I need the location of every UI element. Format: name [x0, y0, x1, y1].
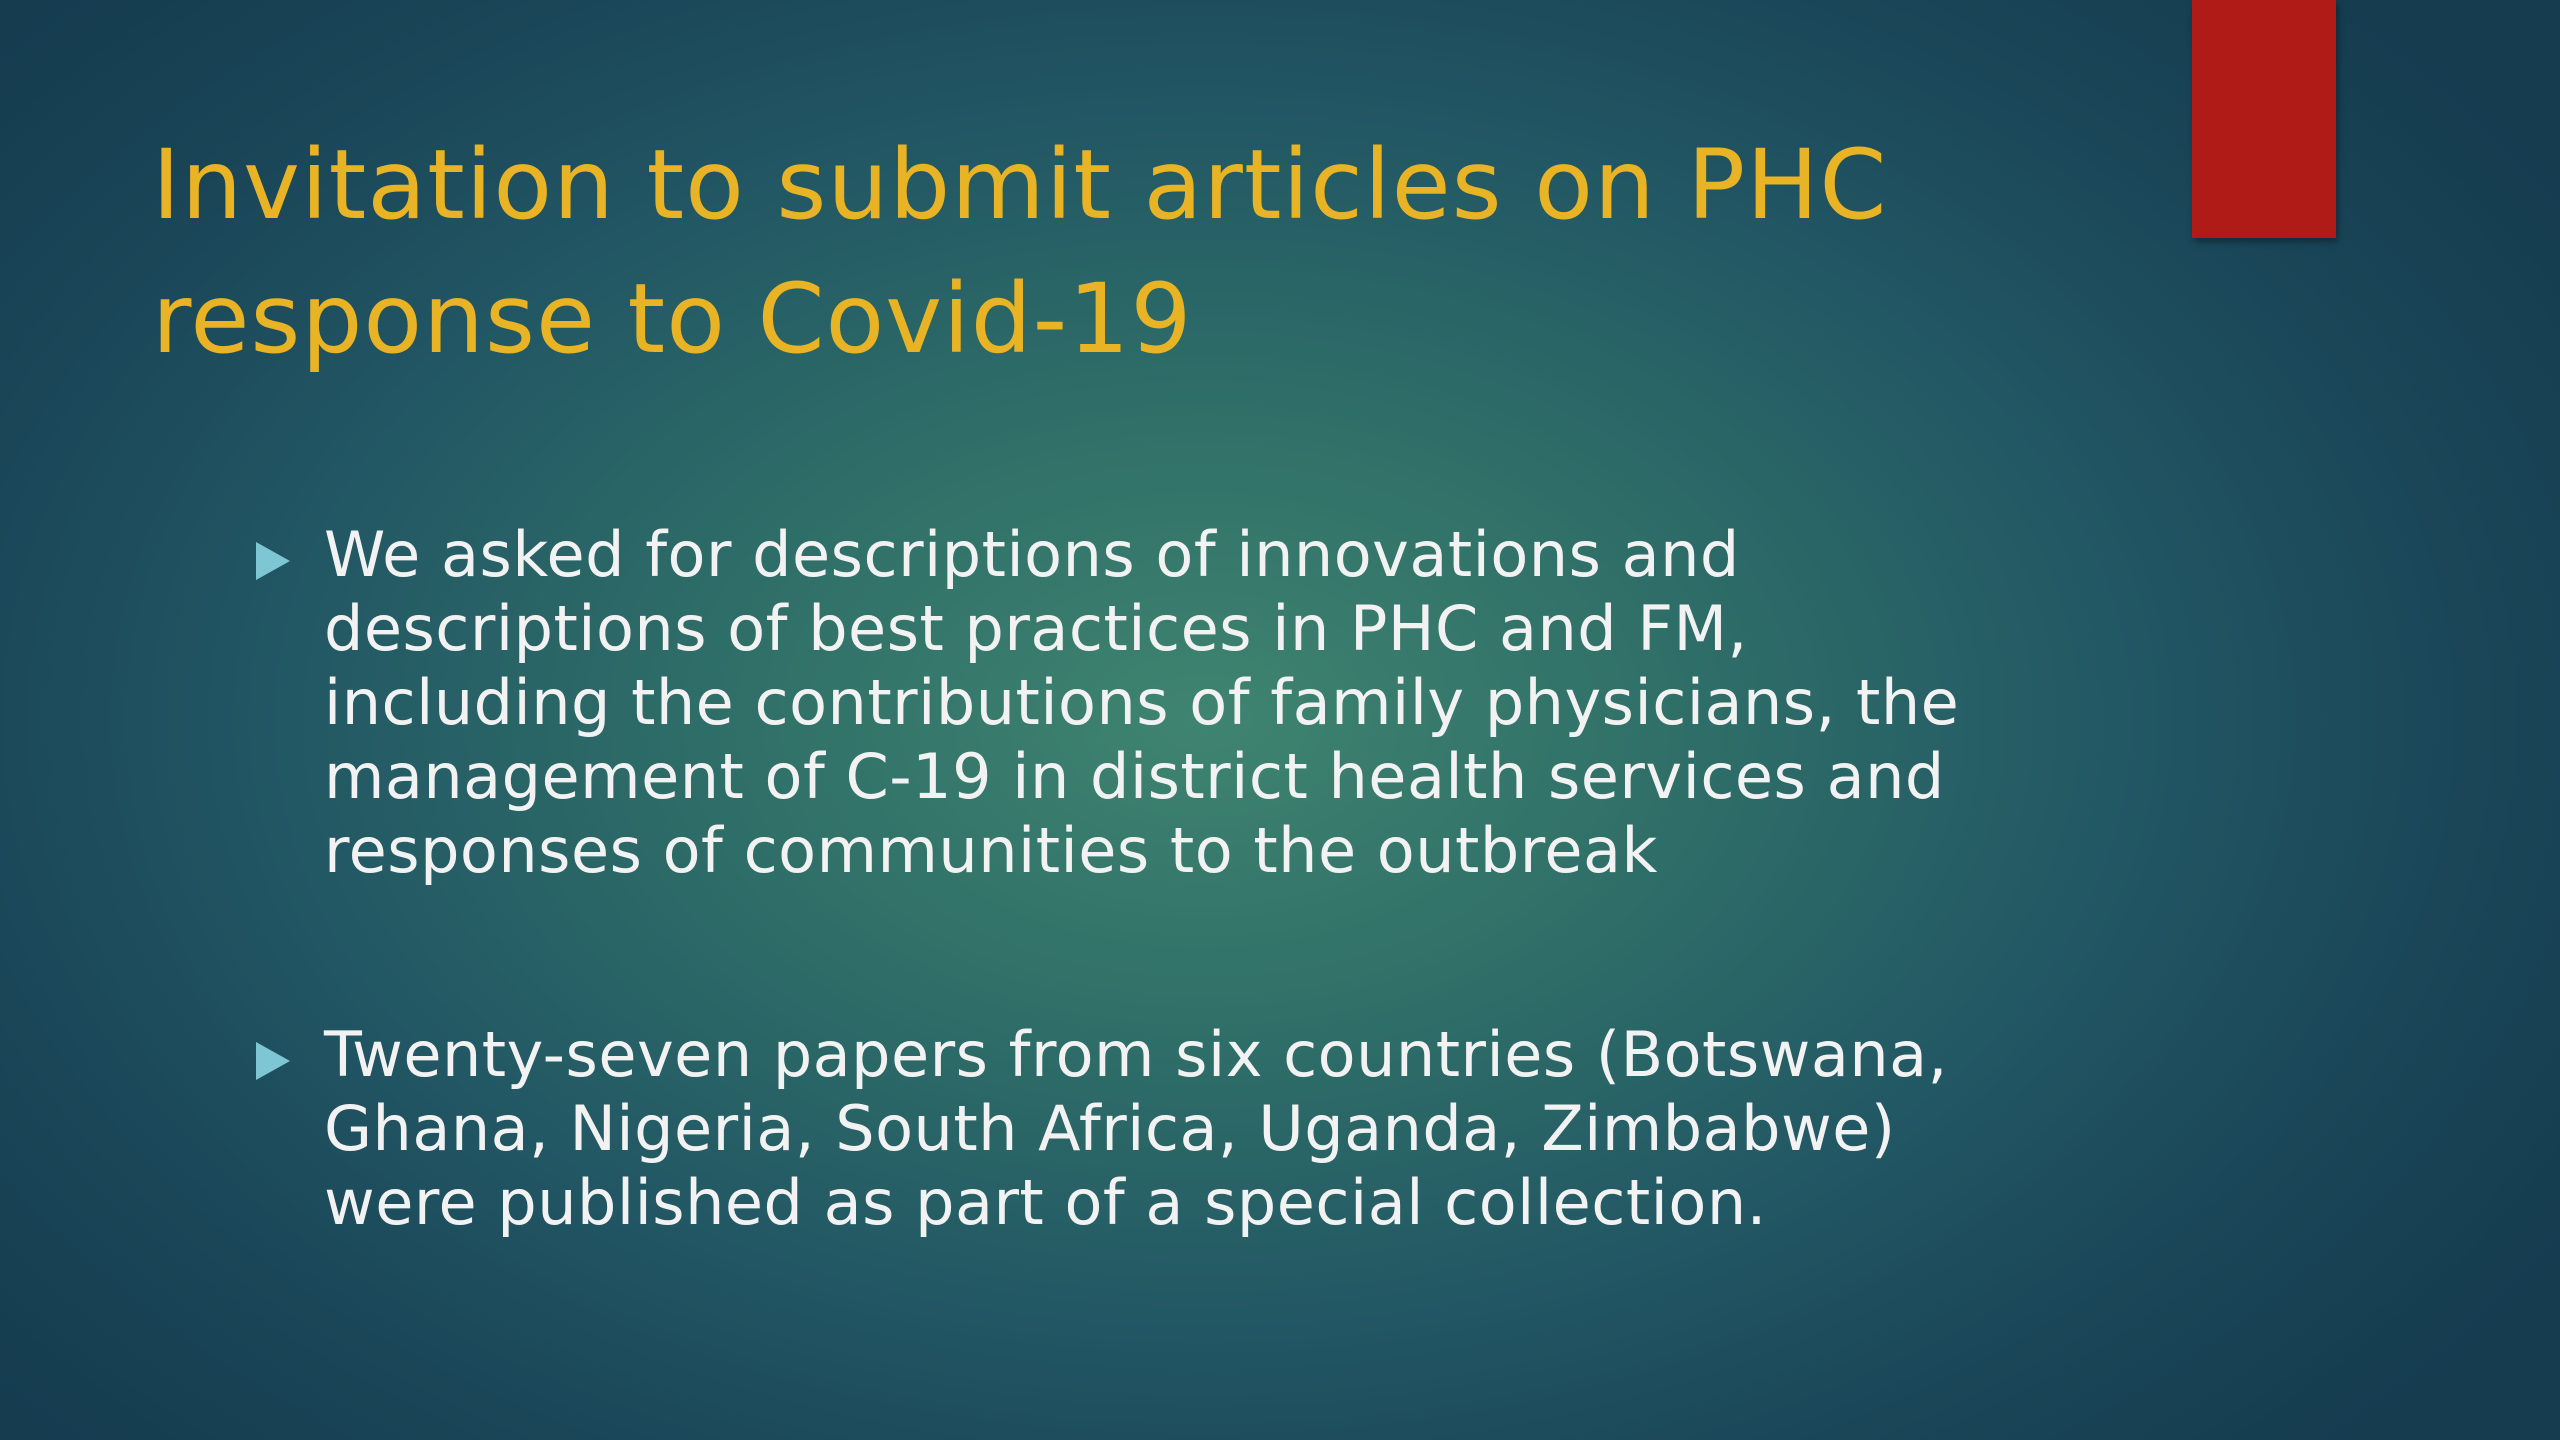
- bullet-1-line-2: descriptions of best practices in PHC and FM,: [324, 592, 1748, 665]
- bullet-item-2: [252, 1018, 2132, 1240]
- bullet-2-line-2: Ghana, Nigeria, South Africa, Uganda, Zimbabwe): [324, 1092, 1896, 1165]
- slide-title-line-2: response to Covid-19: [152, 263, 1193, 375]
- bullet-1-line-4: management of C-19 in district health services and: [324, 740, 1945, 813]
- bullet-1-line-3: including the contributions of family physicians, the: [324, 666, 1960, 739]
- bullet-list: [252, 518, 2132, 1240]
- bullet-2-line-3: were published as part of a special collection.: [324, 1166, 1767, 1239]
- bullet-1-line-1: We asked for descriptions of innovations and: [324, 518, 1740, 591]
- slide-title-line-1: Invitation to submit articles on PHC: [152, 129, 1888, 241]
- slide-title: [152, 118, 2152, 386]
- triangle-right-icon: [256, 1042, 290, 1080]
- bullet-2-line-1: Twenty-seven papers from six countries (Botswana,: [324, 1018, 1948, 1091]
- bullet-1-line-5: responses of communities to the outbreak: [324, 814, 1658, 887]
- red-accent-bar: [2192, 0, 2336, 238]
- bullet-item-1: [252, 518, 2132, 888]
- triangle-right-icon: [256, 542, 290, 580]
